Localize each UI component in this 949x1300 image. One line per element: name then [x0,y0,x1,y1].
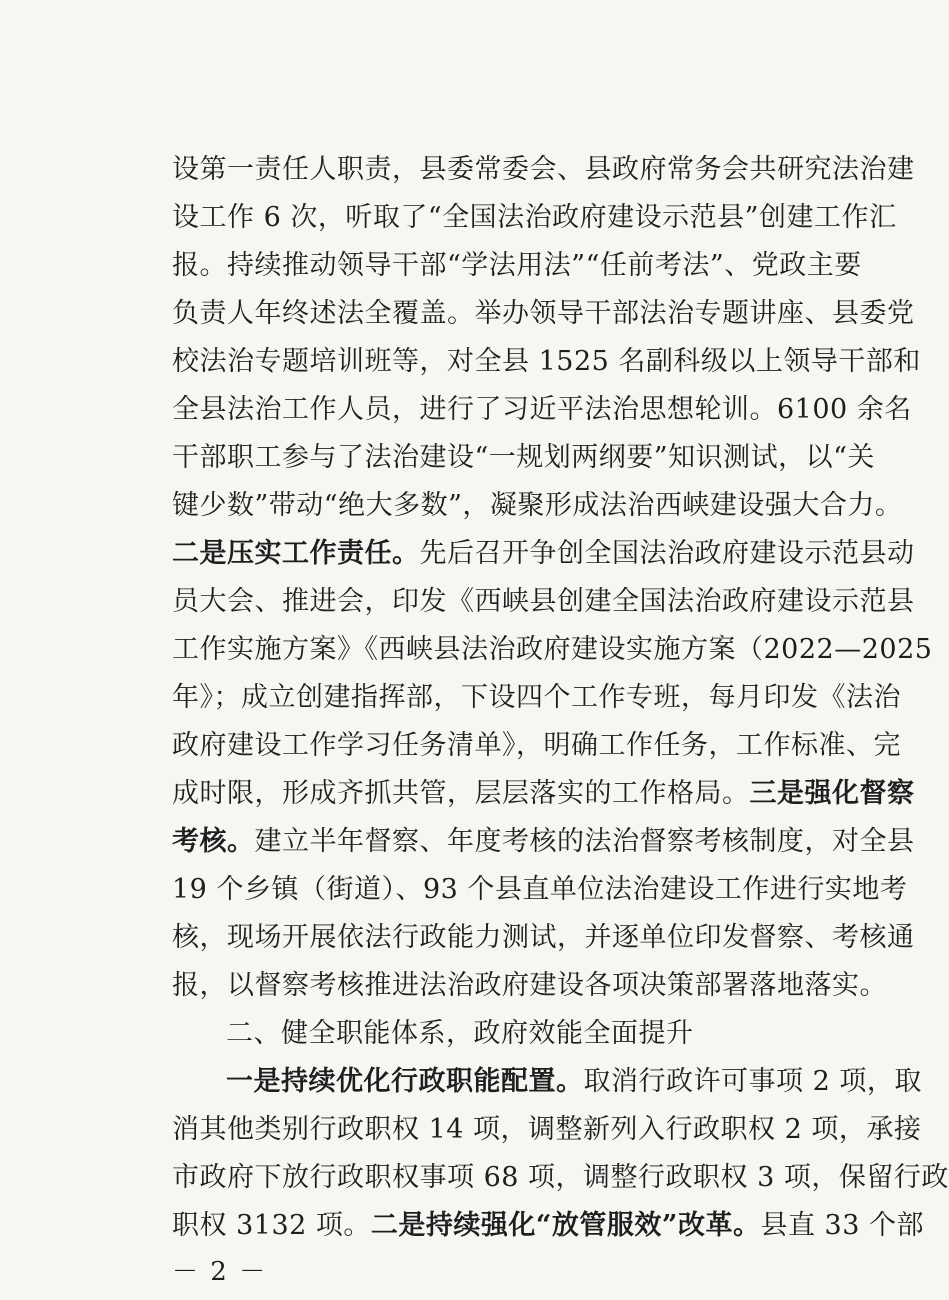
bold-heading-run: 二是压实工作责任。 [172,538,420,569]
text-run: 设工作 6 次，听取了“全国法治政府建设示范县”创建工作汇 [172,202,897,233]
text-run: 键少数”带动“绝大多数”，凝聚形成法治西峡建设强大合力。 [172,490,903,521]
text-line-4 [172,292,915,336]
section-heading [226,1012,842,1056]
text-run: 消其他类别行政职权 14 项，调整新列入行政职权 2 项，承接 [172,1114,922,1145]
bold-heading-run: 三是强化督察 [749,778,915,809]
text-line-20 [226,1060,922,1104]
text-run: 政府建设工作学习任务清单》，明确工作任务，工作标准、完 [172,730,901,761]
text-line-5 [172,340,921,384]
text-run: 员大会、推进会，印发《西峡县创建全国法治政府建设示范县 [172,586,915,617]
text-run: 成时限，形成齐抓共管，层层落实的工作格局。 [172,778,750,809]
text-line-3 [172,244,862,288]
text-line-23 [172,1204,924,1248]
text-line-12 [172,676,901,720]
page-number: － 2 － [172,1257,268,1287]
text-run: 19 个乡镇（街道）、93 个县直单位法治建设工作进行实地考 [172,874,908,905]
text-line-15 [172,820,915,864]
text-line-14 [172,772,915,816]
text-line-22 [172,1156,949,1200]
text-line-16 [172,868,908,912]
text-line-8 [172,484,903,528]
text-line-21 [172,1108,922,1152]
text-run: 取消行政许可事项 2 项，取 [583,1066,922,1097]
text-run: 报。持续推动领导干部“学法用法”“任前考法”、党政主要 [172,250,862,281]
text-run: 全县法治工作人员，进行了习近平法治思想轮训。6100 余名 [172,394,912,425]
text-run: 工作实施方案》《西峡县法治政府建设实施方案（2022—2025 [172,634,933,665]
text-run: 职权 3132 项。 [172,1210,371,1241]
text-run: 县直 33 个部 [760,1210,924,1241]
text-run: 负责人年终述法全覆盖。举办领导干部法治专题讲座、县委党 [172,298,915,329]
text-line-7 [172,436,875,480]
text-line-13 [172,724,901,768]
text-run: 市政府下放行政职权事项 68 项，调整行政职权 3 项，保留行政 [172,1162,949,1193]
text-line-2 [172,196,897,240]
text-run: 核，现场开展依法行政能力测试，并逐单位印发督察、考核通 [172,922,915,953]
text-line-1 [172,148,915,192]
text-line-9 [172,532,915,576]
text-run: 建立半年督察、年度考核的法治督察考核制度，对全县 [254,826,915,857]
text-run: 先后召开争创全国法治政府建设示范县动 [419,538,915,569]
bold-heading-run: 一是持续优化行政职能配置。 [226,1066,584,1097]
bold-heading-run: 二是持续强化“放管服效”改革。 [370,1210,761,1241]
text-line-6 [172,388,912,432]
text-run: 报，以督察考核推进法治政府建设各项决策部署落地落实。 [172,970,887,1001]
text-line-10 [172,580,915,624]
text-run: 年》；成立创建指挥部，下设四个工作专班，每月印发《法治 [172,682,901,713]
text-run: 二、健全职能体系，政府效能全面提升 [226,1018,694,1049]
text-line-18 [172,964,887,1008]
text-run: 校法治专题培训班等，对全县 1525 名副科级以上领导干部和 [172,346,921,377]
text-line-11 [172,628,933,672]
bold-heading-run: 考核。 [172,826,255,857]
text-line-17 [172,916,915,960]
text-run: 干部职工参与了法治建设“一规划两纲要”知识测试，以“关 [172,442,875,473]
text-run: 设第一责任人职责，县委常委会、县政府常务会共研究法治建 [172,154,915,185]
